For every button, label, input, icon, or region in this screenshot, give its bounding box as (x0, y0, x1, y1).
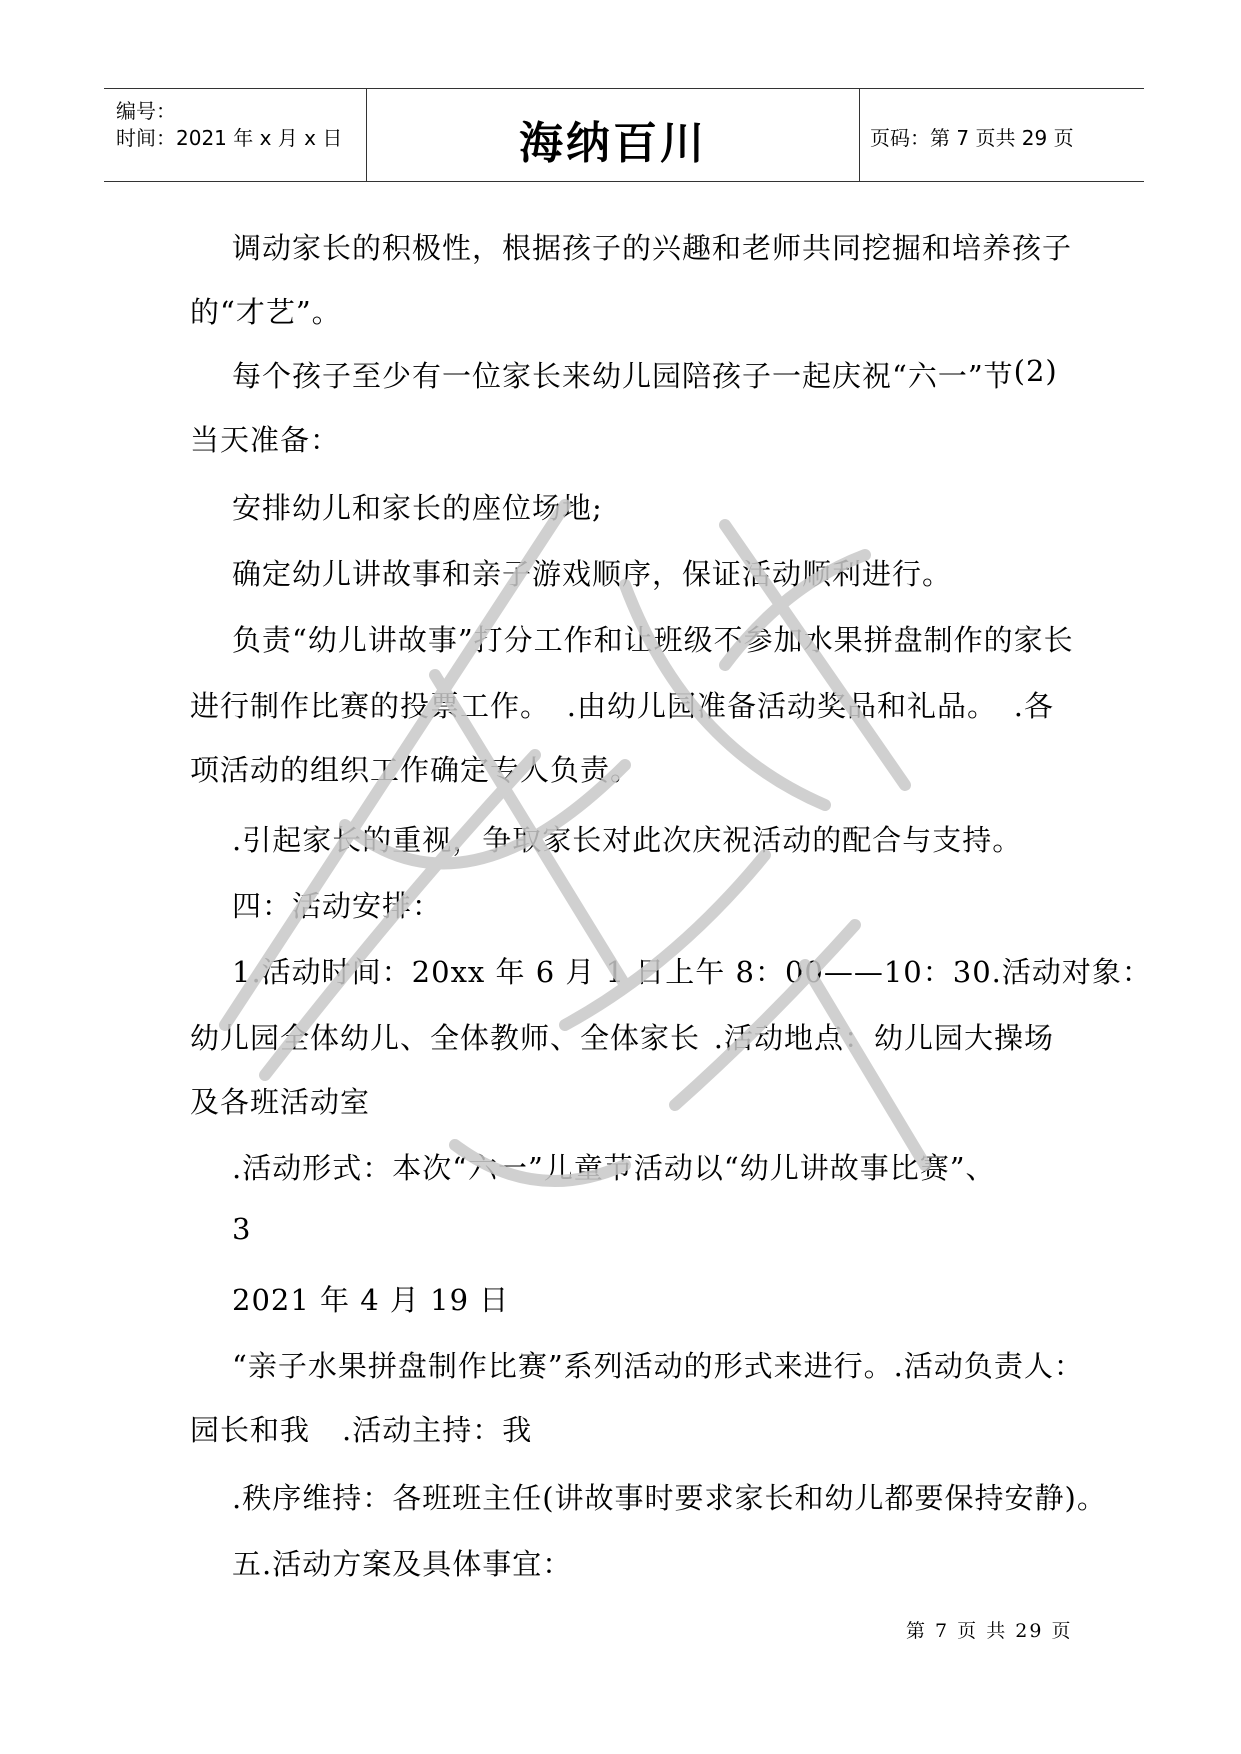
paragraph-line (232, 1344, 1084, 1385)
page-footer: 第 7 页 共 29 页 (906, 1620, 1073, 1642)
document-time-label: 时间：2021 年 x 月 x 日 (116, 126, 343, 150)
paragraph-line (232, 950, 1152, 991)
text-segment: .活动主持：我 (342, 1413, 533, 1447)
section-heading: 四：活动安排： (232, 889, 443, 923)
paragraph-line: 3 (232, 1212, 252, 1246)
section-heading: 五.活动方案及具体事宜： (232, 1547, 573, 1581)
text-segment: .由幼儿园准备活动奖品和礼品。 (566, 689, 998, 723)
document-number-label: 编号： (116, 99, 176, 123)
text-segment: .活动负责人： (893, 1349, 1084, 1383)
paragraph-line: 调动家长的积极性，根据孩子的兴趣和老师共同挖掘和培养孩子 (232, 231, 1073, 265)
paragraph-line: 安排幼儿和家长的座位场地; (232, 491, 603, 525)
text-segment: .活动对象： (991, 955, 1152, 989)
page-number-label: 页码：第 7 页共 29 页 (870, 126, 1074, 150)
paragraph-line: 及各班活动室 (190, 1085, 371, 1119)
paragraph-line: .引起家长的重视，争取家长对此次庆祝活动的配合与支持。 (232, 823, 1023, 857)
text-segment: 进行制作比赛的投票工作。 (190, 689, 551, 723)
paragraph-line: 负责“幼儿讲故事”打分工作和让班级不参加水果拼盘制作的家长 (232, 623, 1074, 657)
text-segment: .各 (1013, 689, 1054, 723)
paragraph-line (190, 1016, 1054, 1057)
text-segment: 园长和我 (190, 1413, 311, 1447)
text-segment: (2) (1013, 354, 1058, 388)
brand-title: 海纳百川 (519, 118, 707, 169)
paragraph-line (232, 354, 1058, 395)
text-segment: .活动地点：幼儿园大操场 (713, 1021, 1054, 1055)
text-segment: “亲子水果拼盘制作比赛”系列活动的形式来进行。 (232, 1349, 894, 1383)
paragraph-line: 的“才艺”。 (190, 295, 342, 329)
paragraph-line (190, 684, 1054, 725)
paragraph-line: 项活动的组织工作确定专人负责。 (190, 753, 641, 787)
text-segment: 每个孩子至少有一位家长来幼儿园陪孩子一起庆祝“六一”节 (232, 359, 1014, 393)
text-segment: 1.活动时间：20xx 年 6 月 1 日上午 8：00——10：30 (232, 955, 992, 989)
paragraph-line: 确定幼儿讲故事和亲子游戏顺序，保证活动顺利进行。 (232, 557, 953, 591)
text-segment: 幼儿园全体幼儿、全体教师、全体家长 (190, 1021, 701, 1055)
paragraph-line: .秩序维持：各班班主任(讲故事时要求家长和幼儿都要保持安静)。 (232, 1481, 1107, 1515)
paragraph-line: 当天准备： (190, 423, 341, 457)
paragraph-line: .活动形式：本次“六一”儿童节活动以“幼儿讲故事比赛”、 (232, 1151, 996, 1185)
paragraph-line: 2021 年 4 月 19 日 (232, 1283, 510, 1317)
paragraph-line (190, 1408, 532, 1449)
